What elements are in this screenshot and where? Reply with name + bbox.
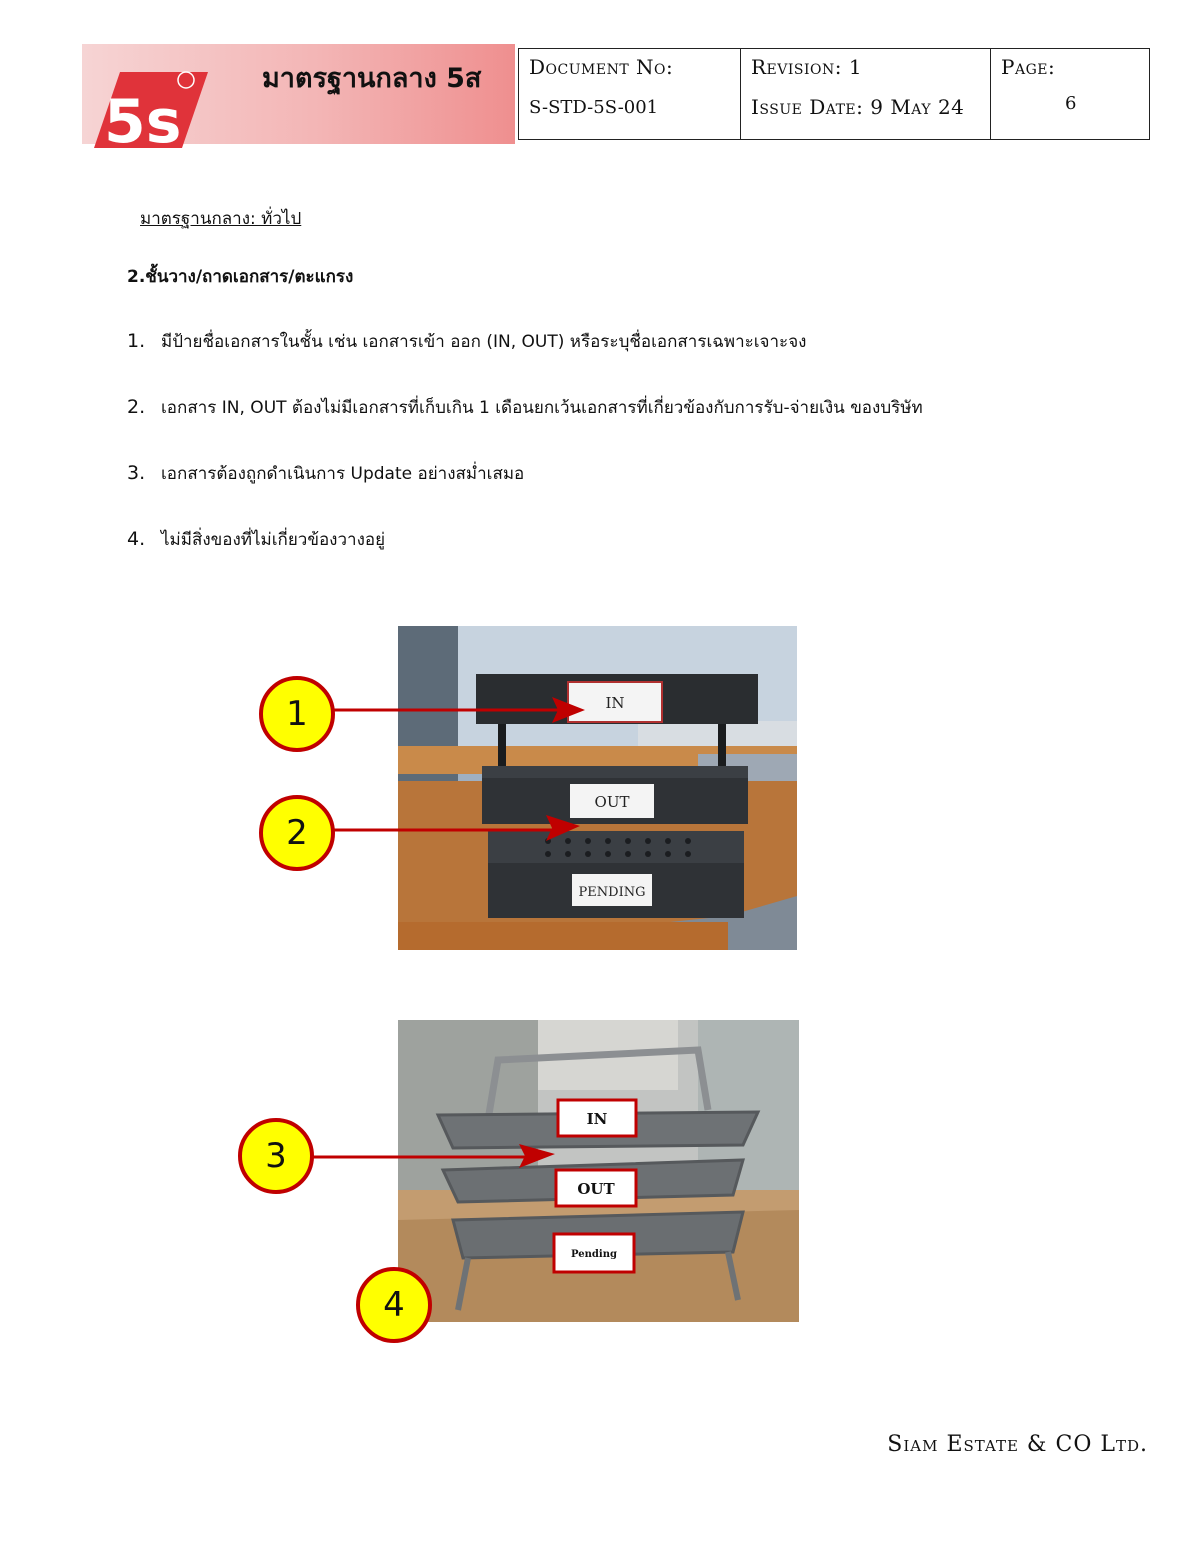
arrow-icon <box>313 1142 563 1172</box>
list-item-number: 4. <box>127 528 146 550</box>
page-number: 6 <box>1065 93 1077 114</box>
list-item-text: เอกสาร IN, OUT ต้องไม่มีเอกสารที่เก็บเกิน 1 เดือนยกเว้นเอกสารที่เกี่ยวข้องกับการรับ-จ่ายเงิน ของบริษัท <box>161 398 923 418</box>
5s-logo <box>90 58 215 150</box>
revision-label: Revision: 1 <box>751 55 863 79</box>
list-item <box>127 394 923 421</box>
company-footer: Siam Estate & CO Ltd. <box>887 1432 1148 1457</box>
tray-label-pending: Pending <box>571 1249 617 1260</box>
subheading: 2.ชั้นวาง/ถาดเอกสาร/ตะแกรง <box>127 267 354 287</box>
document-title: มาตรฐานกลาง 5ส <box>262 63 482 94</box>
list-item-text: มีป้ายชื่อเอกสารในชั้น เช่น เอกสารเข้า ออก (IN, OUT) หรือระบุชื่อเอกสารเฉพาะเจาะจง <box>161 332 807 352</box>
callout-2: 2 <box>259 795 335 871</box>
tray-label-in: IN <box>586 1110 608 1128</box>
arrow-icon <box>330 696 590 846</box>
list-item <box>127 526 385 553</box>
tray-label-out: OUT <box>594 793 630 811</box>
section-title: มาตรฐานกลาง: ทั่วไป <box>140 209 302 229</box>
list-item-number: 2. <box>127 396 146 418</box>
list-item <box>127 328 806 355</box>
list-item-text: ไม่มีสิ่งของที่ไม่เกี่ยวข้องวางอยู่ <box>161 530 386 550</box>
document-no-value: S-STD-5S-001 <box>529 97 659 118</box>
list-item-number: 3. <box>127 462 146 484</box>
revision-box <box>740 48 991 140</box>
callout-4: 4 <box>356 1267 432 1343</box>
page-label: Page: <box>1001 55 1056 79</box>
list-item-number: 1. <box>127 330 146 352</box>
callout-3: 3 <box>238 1118 314 1194</box>
tray-label-in: IN <box>605 694 625 712</box>
document-no-box <box>518 48 741 140</box>
list-item-text: เอกสารต้องถูกดำเนินการ Update อย่างสม่ำเสมอ <box>161 464 525 484</box>
tray-label-pending: PENDING <box>578 885 646 900</box>
logo-text: 5s <box>104 87 182 150</box>
issue-date-label: Issue Date: 9 May 24 <box>751 95 965 119</box>
tray-label-out: OUT <box>577 1180 615 1198</box>
callout-1: 1 <box>259 676 335 752</box>
document-no-label: Document No: <box>529 55 674 79</box>
page-box <box>990 48 1150 140</box>
list-item <box>127 460 524 487</box>
